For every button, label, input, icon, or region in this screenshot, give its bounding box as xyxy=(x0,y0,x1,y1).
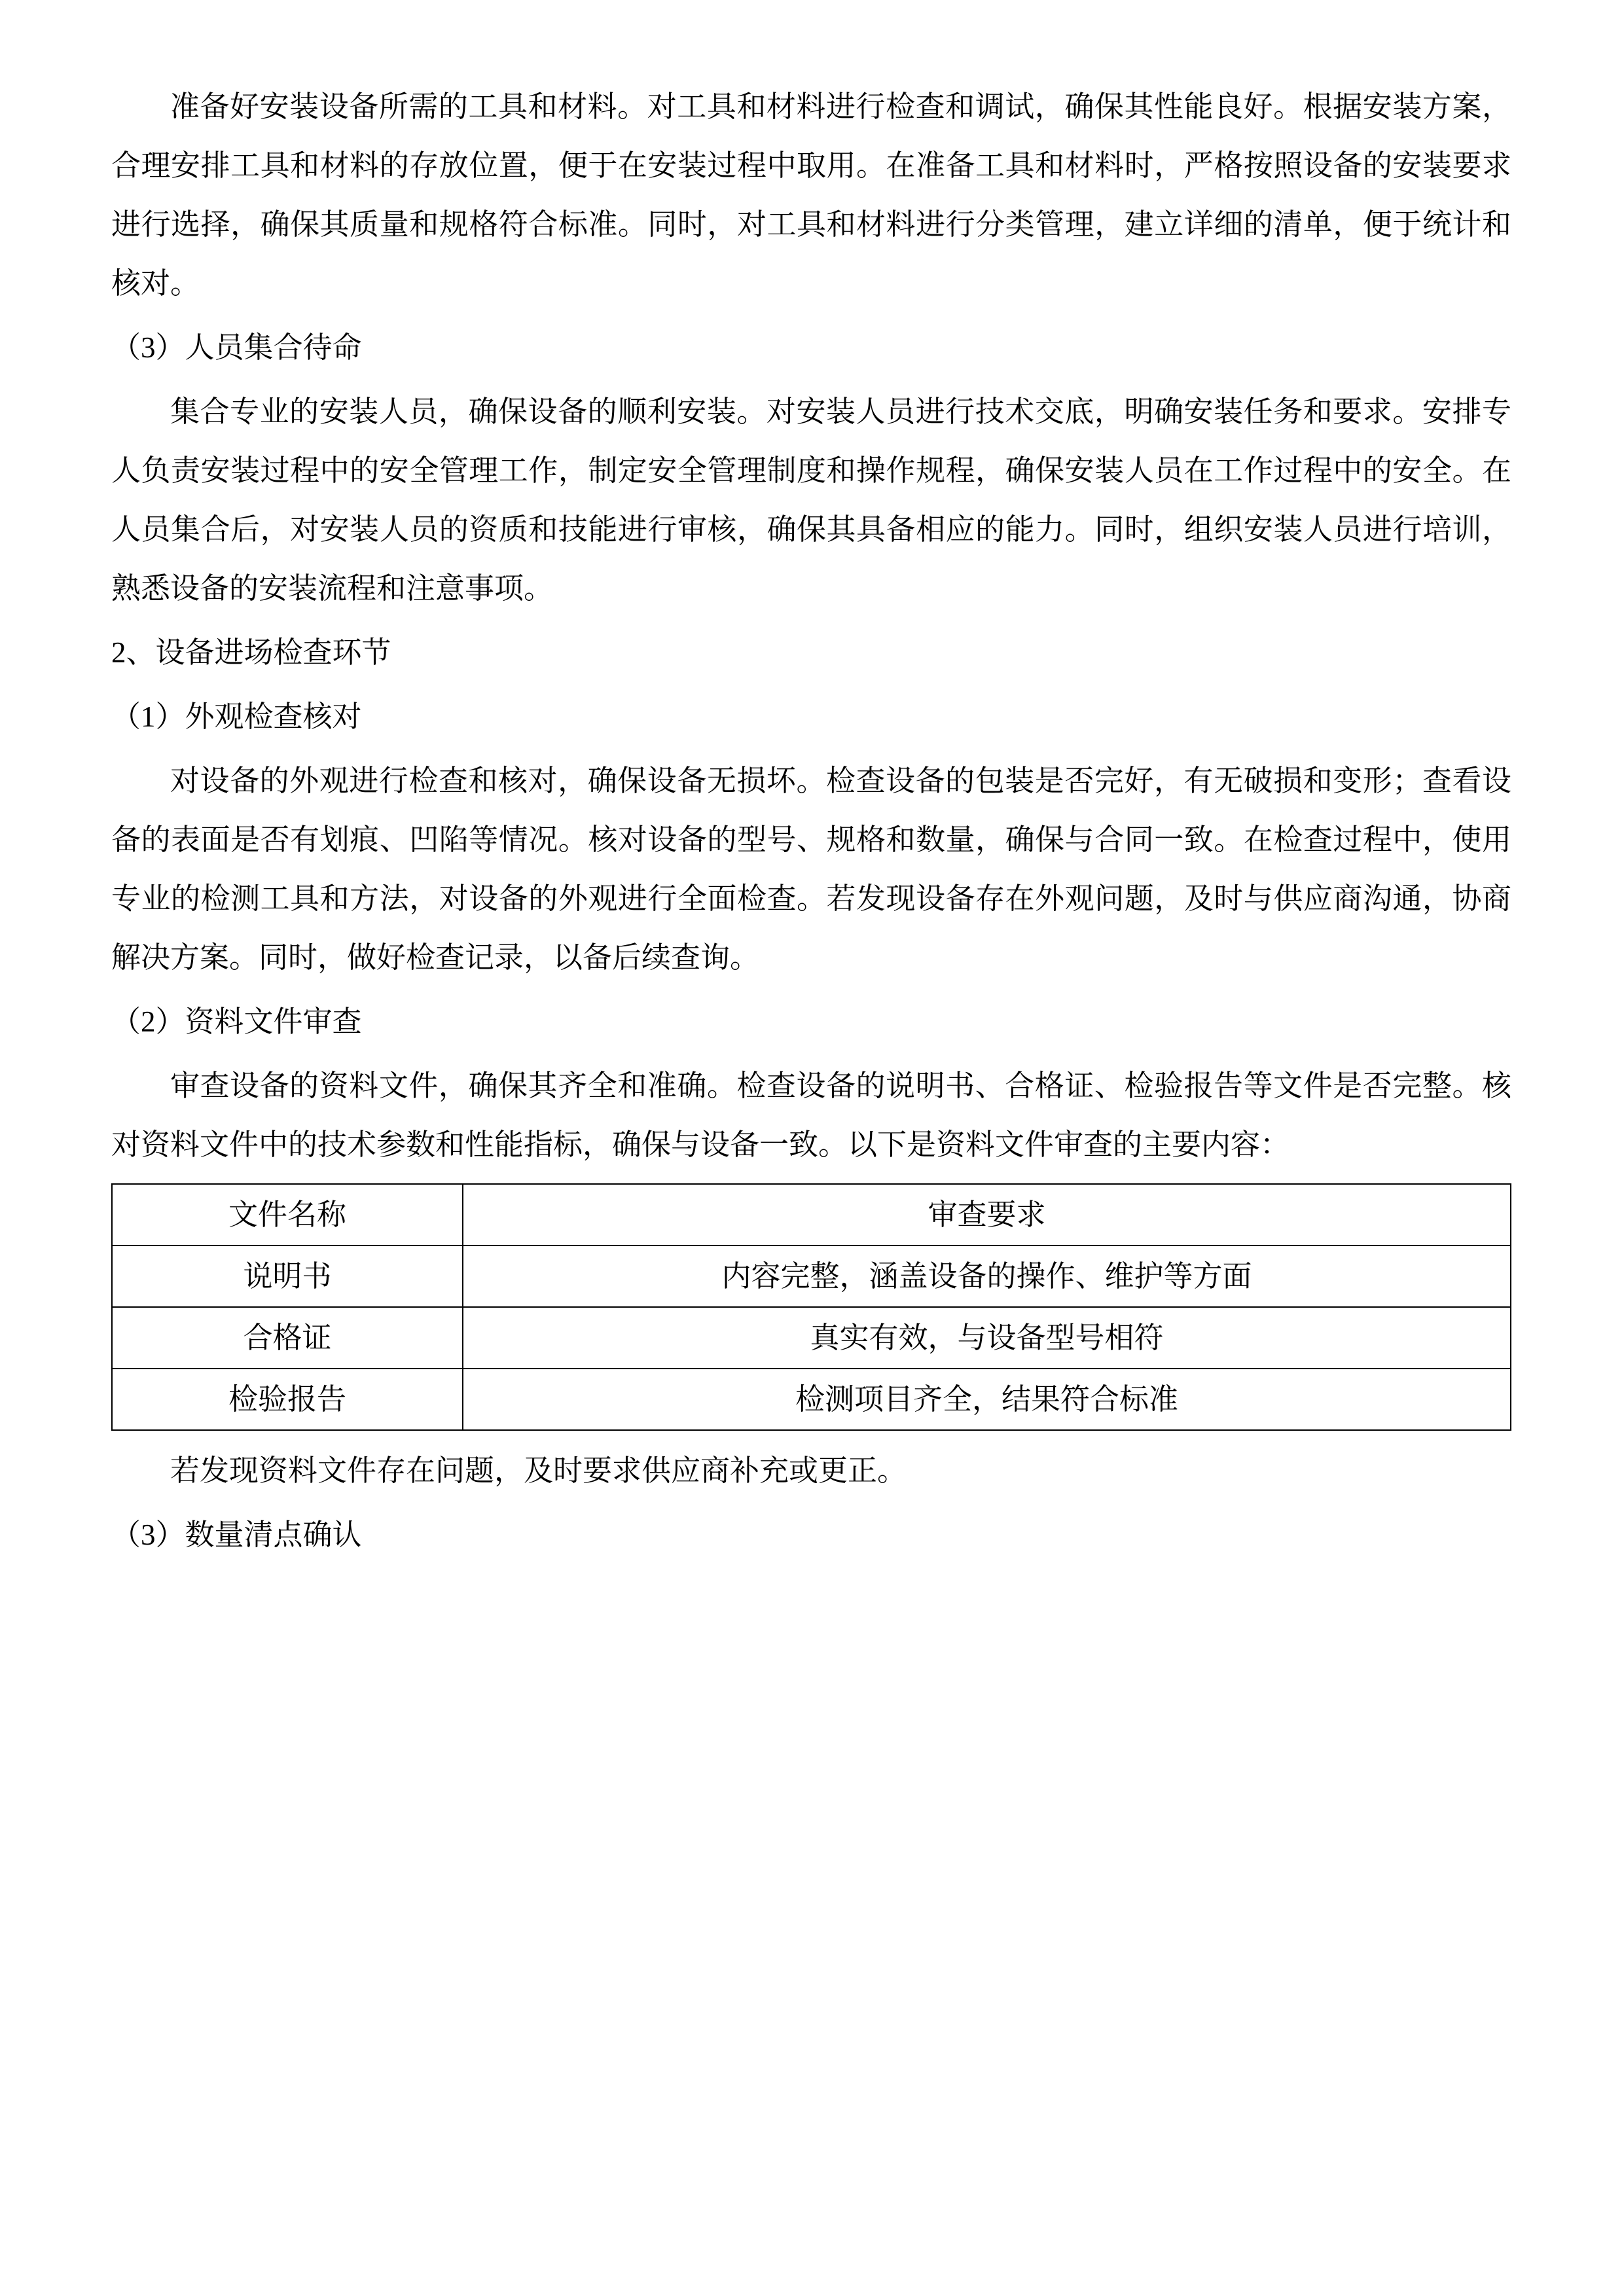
paragraph-appearance-check: 对设备的外观进行检查和核对，确保设备无损坏。检查设备的包装是否完好，有无破损和变形；查看设备的表面是否有划痕、凹陷等情况。核对设备的型号、规格和数量，确保与合同一致。在检查过程中，使用专业的检测工具和方法，对设备的外观进行全面检查。若发现设备存在外观问题，及时与供应商沟通，协商解决方案。同时，做好检查记录，以备后续查询。 xyxy=(111,764,1511,974)
paragraph-document-review: 审查设备的资料文件，确保其齐全和准确。检查设备的说明书、合格证、检验报告等文件是否完整。核对资料文件中的技术参数和性能指标，确保与设备一致。以下是资料文件审查的主要内容： xyxy=(111,1069,1511,1161)
paragraph-personnel-assembly: 集合专业的安装人员，确保设备的顺利安装。对安装人员进行技术交底，明确安装任务和要求。安排专人负责安装过程中的安全管理工作，制定安全管理制度和操作规程，确保安装人员在工作过程中的安全。在人员集合后，对安装人员的资质和技能进行审核，确保其具备相应的能力。同时，组织安装人员进行培训，熟悉设备的安装流程和注意事项。 xyxy=(111,395,1511,605)
heading-document-review: （2）资料文件审查 xyxy=(111,1005,362,1038)
table-header-file-name: 文件名称 xyxy=(112,1184,463,1246)
table-cell-requirement: 内容完整，涵盖设备的操作、维护等方面 xyxy=(463,1246,1511,1307)
table-row-certificate xyxy=(112,1307,1511,1369)
table-header-review-requirement: 审查要求 xyxy=(463,1184,1511,1246)
paragraph-document-issue: 若发现资料文件存在问题，及时要求供应商补充或更正。 xyxy=(170,1454,907,1487)
document-review-table xyxy=(111,1183,1511,1431)
table-row-manual xyxy=(112,1246,1511,1307)
heading-appearance-check: （1）外观检查核对 xyxy=(111,700,362,733)
table-cell-file-name: 检验报告 xyxy=(112,1369,463,1430)
heading-quantity-check: （3）数量清点确认 xyxy=(111,1518,362,1551)
table-cell-file-name: 合格证 xyxy=(112,1307,463,1369)
table-cell-file-name: 说明书 xyxy=(112,1246,463,1307)
table-header-row xyxy=(112,1184,1511,1246)
table-cell-requirement: 检测项目齐全，结果符合标准 xyxy=(463,1369,1511,1430)
heading-equipment-entry-inspection: 2、设备进场检查环节 xyxy=(111,636,391,669)
table-cell-requirement: 真实有效，与设备型号相符 xyxy=(463,1307,1511,1369)
paragraph-tools-materials: 准备好安装设备所需的工具和材料。对工具和材料进行检查和调试，确保其性能良好。根据安装方案，合理安排工具和材料的存放位置，便于在安装过程中取用。在准备工具和材料时，严格按照设备的安装要求进行选择，确保其质量和规格符合标准。同时，对工具和材料进行分类管理，建立详细的清单，便于统计和核对。 xyxy=(111,90,1511,300)
table-row-inspection-report xyxy=(112,1369,1511,1430)
heading-personnel-standby: （3）人员集合待命 xyxy=(111,331,362,364)
